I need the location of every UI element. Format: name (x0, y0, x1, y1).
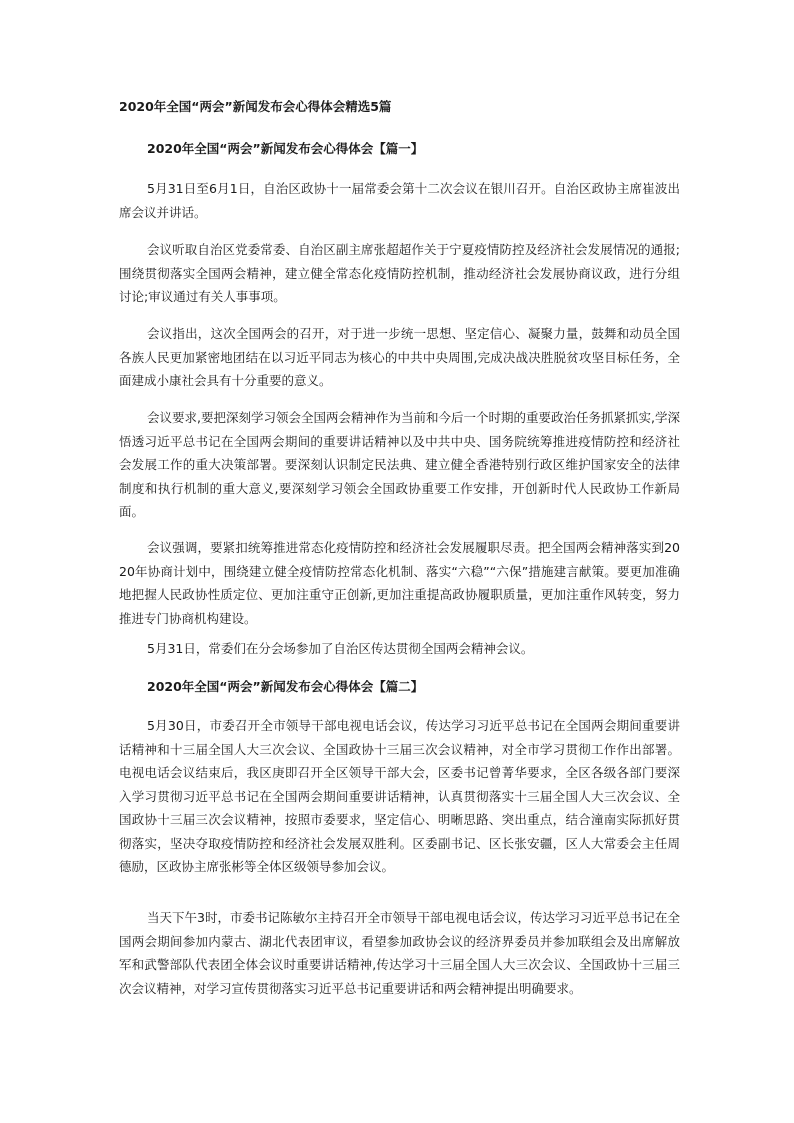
document-title: 2020年全国“两会”新闻发布会心得体会精选5篇 (119, 99, 392, 114)
paragraph: 当天下午3时，市委书记陈敏尔主持召开全市领导干部电视电话会议，传达学习习近平总书记在全国两会期间参加内蒙古、湖北代表团审议，看望参加政协会议的经济界委员并参加联组会及出席解放军和武警部队代表团全体会议时重要讲话精神,传达学习十三届全国人大三次会议、全国政协十三届三次会议精神，对学习宣传贯彻落实习近平总书记重要讲话和两会精神提出明确要求。 (119, 910, 680, 996)
paragraph: 5月31日，常委们在分会场参加了自治区传达贯彻全国两会精神会议。 (147, 641, 534, 656)
paragraph: 5月31日至6月1日，自治区政协十一届常委会第十二次会议在银川召开。自治区政协主席崔波出席会议并讲话。 (119, 181, 680, 220)
section-heading-2: 2020年全国“两会”新闻发布会心得体会【篇二】 (147, 679, 424, 694)
paragraph: 会议听取自治区党委常委、自治区副主席张超超作关于宁夏疫情防控及经济社会发展情况的通报;围绕贯彻落实全国两会精神，建立健全常态化疫情防控机制，推动经济社会发展协商议政，进行分组讨论;审议通过有关人事事项。 (119, 242, 680, 304)
paragraph: 会议指出，这次全国两会的召开，对于进一步统一思想、坚定信心、凝聚力量，鼓舞和动员全国各族人民更加紧密地团结在以习近平同志为核心的中共中央周围,完成决战决胜脱贫攻坚目标任务，全面建成小康社会具有十分重要的意义。 (119, 326, 680, 388)
paragraph: 会议要求,要把深刻学习领会全国两会精神作为当前和今后一个时期的重要政治任务抓紧抓实,学深悟透习近平总书记在全国两会期间的重要讲话精神以及中共中央、国务院统筹推进疫情防控和经济社会发展工作的重大决策部署。要深刻认识制定民法典、建立健全香港特别行政区维护国家安全的法律制度和执行机制的重大意义,要深刻学习领会全国政协重要工作安排，开创新时代人民政协工作新局面。 (119, 410, 680, 519)
paragraph: 会议强调，要紧扣统筹推进常态化疫情防控和经济社会发展履职尽责。把全国两会精神落实到2020年协商计划中，围绕建立健全疫情防控常态化机制、落实“六稳”“六保”措施建言献策。要更加准确地把握人民政协性质定位、更加注重守正创新,更加注重提高政协履职质量，更加注重作风转变，努力推进专门协商机构建设。 (119, 540, 680, 626)
section-heading-1: 2020年全国“两会”新闻发布会心得体会【篇一】 (147, 141, 424, 156)
paragraph: 5月30日，市委召开全市领导干部电视电话会议，传达学习习近平总书记在全国两会期间重要讲话精神和十三届全国人大三次会议、全国政协十三届三次会议精神，对全市学习贯彻工作作出部署。电视电话会议结束后，我区庚即召开全区领导干部大会，区委书记曾菁华要求，全区各级各部门要深入学习贯彻习近平总书记在全国两会期间重要讲话精神，认真贯彻落实十三届全国人大三次会议、全国政协十三届三次会议精神，按照市委要求，坚定信心、明晰思路、突出重点，结合潼南实际抓好贯彻落实，坚决夺取疫情防控和经济社会发展双胜利。区委副书记、区长张安疆，区人大常委会主任周德励，区政协主席张彬等全体区级领导参加会议。 (119, 718, 680, 874)
